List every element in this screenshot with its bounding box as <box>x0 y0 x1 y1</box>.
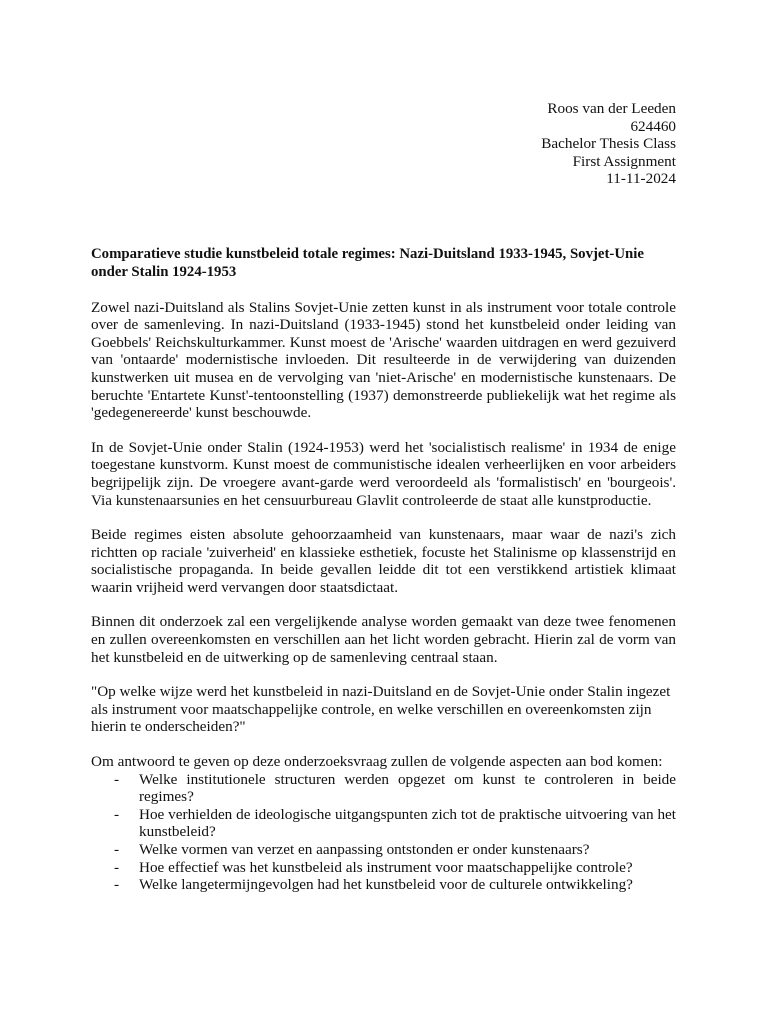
document-page <box>91 100 676 894</box>
research-question: "Op welke wijze werd het kunstbeleid in nazi-Duitsland en de Sovjet-Unie onder Stalin ingezet als instrument voor maatschappelijke controle, en welke verschillen en overeenkomsten zijn hierin te onderscheiden?" <box>91 683 671 736</box>
list-item <box>91 876 676 894</box>
list-item-text: Welke vormen van verzet en aanpassing ontstonden er onder kunstenaars? <box>139 841 590 858</box>
paragraph-soviet-union: In de Sovjet-Unie onder Stalin (1924-1953) werd het 'socialistisch realisme' in 1934 de enige toegestane kunstvorm. Kunst moest de communistische idealen verheerlijken en voor arbeiders begrijpelijk zijn. De vroegere avant-garde werd veroordeeld als 'formalistisch' en 'bourgeois'. Via kunstenaarsunies en het censuurbureau Glavlit controleerde de staat alle kunstproductie. <box>91 438 676 509</box>
document-date: 11-11-2024 <box>606 170 676 188</box>
bullet-dash: - <box>114 876 120 894</box>
bullet-dash: - <box>114 841 120 858</box>
paragraph-nazi-germany: Zowel nazi-Duitsland als Stalins Sovjet-Unie zetten kunst in als instrument voor totale controle over de samenleving. In nazi-Duitsland (1933-1945) stond het kunstbeleid onder leiding van Goebbels' Reichskulturkammer. Kunst moest de 'Arische' waarden uitdragen en werd gezuiverd van 'ontaarde' modernistische invloeden. Dit resulteerde in de verwijdering van duizenden kunstwerken uit musea en de vervolging van 'niet-Arische' en modernistische kunstenaars. De beruchte 'Entartete Kunst'-tentoonstelling (1937) demonstreerde publiekelijk wat het regime als 'gedegenereerde' kunst beschouwde. <box>91 298 676 422</box>
list-item <box>91 806 676 841</box>
assignment-name: First Assignment <box>572 152 676 170</box>
list-item <box>91 771 676 806</box>
list-item-text: Welke institutionele structuren werden opgezet om kunst te controleren in beide regimes? <box>139 770 676 806</box>
paragraph-comparison: Beide regimes eisten absolute gehoorzaamheid van kunstenaars, maar waar de nazi's zich richtten op raciale 'zuiverheid' en klassieke esthetiek, focuste het Stalinisme op klassenstrijd en socialistische propaganda. In beide gevallen leidde dit tot een verstikkend artistiek klimaat waarin vrijheid werd vervangen door staatsdictaat. <box>91 526 676 596</box>
aspects-intro: Om antwoord te geven op deze onderzoeksvraag zullen de volgende aspecten aan bod komen: <box>91 753 663 771</box>
bullet-dash: - <box>114 805 120 823</box>
list-item <box>91 859 676 877</box>
document-title: Comparatieve studie kunstbeleid totale regimes: Nazi-Duitsland 1933-1945, Sovjet-Unie onder Stalin 1924-1953 <box>91 245 644 280</box>
student-number: 624460 <box>630 117 676 135</box>
paragraph-research-scope: Binnen dit onderzoek zal een vergelijkende analyse worden gemaakt van deze twee fenomenen en zullen overeenkomsten en verschillen aan het licht worden gebracht. Hierin zal de vorm van het kunstbeleid en de uitwerking op de samenleving centraal staan. <box>91 613 676 666</box>
aspects-list <box>91 771 676 894</box>
author-name: Roos van der Leeden <box>547 100 676 117</box>
list-item-text: Welke langetermijngevolgen had het kunstbeleid voor de culturele ontwikkeling? <box>139 876 633 894</box>
bullet-dash: - <box>114 770 120 788</box>
author-header <box>91 100 676 188</box>
list-item-text: Hoe verhielden de ideologische uitgangspunten zich tot de praktische uitvoering van het kunstbeleid? <box>139 805 676 841</box>
list-item-text: Hoe effectief was het kunstbeleid als instrument voor maatschappelijke controle? <box>139 858 633 876</box>
list-item <box>91 841 676 859</box>
bullet-dash: - <box>114 858 120 876</box>
course-name: Bachelor Thesis Class <box>541 135 676 153</box>
